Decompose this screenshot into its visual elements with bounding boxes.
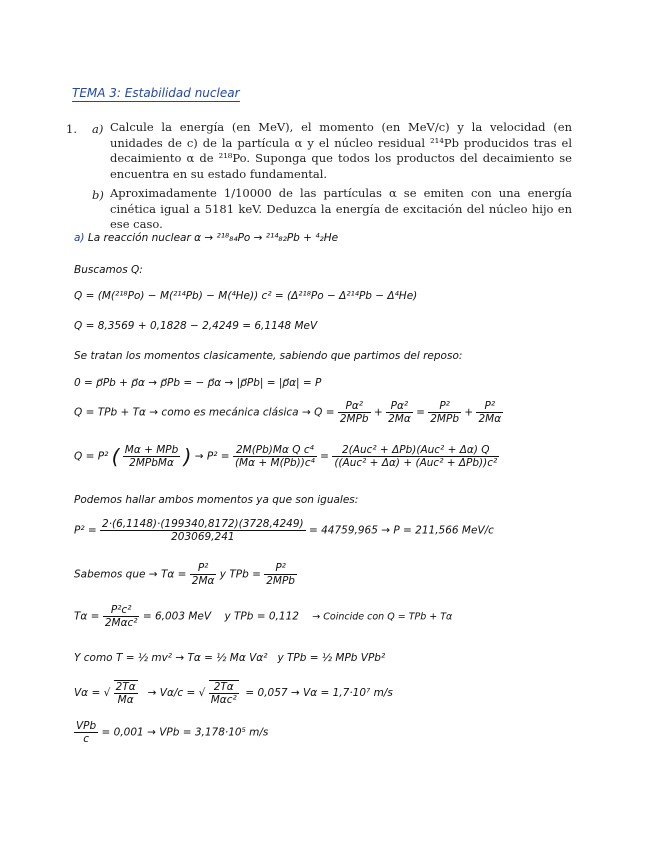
question-number: 1. xyxy=(66,122,77,136)
frac-p-ma: $\frac{\text{P²}}{2M\alpha}$ xyxy=(478,400,502,425)
notes-reaction-line xyxy=(74,232,338,244)
question-b-label: b) xyxy=(92,188,104,202)
frac-p-numeric: $\frac{2\cdot(6,1148)\cdot(199340,8172)(3728,4249)}{203069,241}$ xyxy=(102,518,304,543)
frac-p-squared-mass: $\frac{\text{2M(Pb)Mα Q c⁴}}{\text{(Mα + M(Pb))c⁴}}$ xyxy=(234,444,315,469)
notes-buscamos-q: Buscamos Q: xyxy=(74,264,143,276)
notes-reaction: La reacción nuclear α → ²¹⁸₈₄Po → ²¹⁴₈₂Pb + ⁴₂He xyxy=(87,232,339,244)
notes-kinetic-formulas: Sabemos que → Tα = $\frac{\text{P²}}{2M\alpha}$ y TPb = $\frac{\text{P²}}{\text{2MPb}}$ xyxy=(74,562,295,587)
notes-q-kinetic-text: Q = TPb + Tα → como es mecánica clásica → Q = xyxy=(74,406,335,419)
frac-ta-energy: $\frac{\text{P²c²}}{\text{2Mαc²}}$ xyxy=(104,604,138,629)
notes-velocity-intro: Y como T = ½ mv² → Tα = ½ Mα Vα² y TPb = ½ MPb VPb² xyxy=(74,652,386,664)
frac-p-mpb: $\frac{\text{P²}}{\text{2MPb}}$ xyxy=(430,400,459,425)
frac-tpb: $\frac{\text{P²}}{\text{2MPb}}$ xyxy=(266,562,295,587)
frac-p-squared-excess: $\frac{\text{2(Auc² + ΔPb)(Auc² + Δα) Q}}{\text{((Auc² + Δα) + (Auc² + ΔPb))c²}}$ xyxy=(334,444,498,469)
notes-kinetic-values: Tα = $\frac{\text{P²c²}}{\text{2Mαc²}}$ = 6,003 MeV y TPb = 0,112 → Coincide con Q = TPb + Tα xyxy=(74,604,453,629)
notes-a-label: a) xyxy=(74,232,85,244)
notes-q-value: Q = 8,3569 + 0,1828 − 2,4249 = 6,1148 MeV xyxy=(74,320,318,332)
notes-p-calculation: P² = $\frac{2\cdot(6,1148)\cdot(199340,8172)(3728,4249)}{203069,241}$ = 44759,965 → P = 211,566 MeV/c xyxy=(74,518,494,543)
notes-q-definition: Q = (M(²¹⁸Po) − M(²¹⁴Pb) − M(⁴He)) c² = (Δ²¹⁸Po − Δ²¹⁴Pb − Δ⁴He) xyxy=(74,290,418,302)
notes-p-squared: Q = P² ( $\frac{\text{Mα + MPb}}{\text{2MPbMα}}$ ) → P² = $\frac{\text{2M(Pb)Mα Q c⁴}}{\text{(Mα + M(Pb))c⁴}}$ = $\frac{\text{2(Auc² + ΔPb)(Auc² + Δα) Q}}{\text{((Auc² + Δα) + (Auc² + ΔPb))c²}}$ xyxy=(74,444,498,469)
frac-vpb-c: $\frac{\text{VPb}}{c}$ xyxy=(76,720,97,745)
notes-q-kinetic: Q = TPb + Tα → como es mecánica clásica → Q = $\frac{\text{Pα²}}{\text{2MPb}}$ + $\frac{\text{Pα²}}{2M\alpha}$ = $\frac{\text{P²}}{\text{2MPb}}$ + $\frac{\text{P²}}{2M\alpha}$ xyxy=(74,400,502,425)
frac-va-c: $\frac{2T\alpha}{\text{Mαc²}}$ xyxy=(210,681,237,706)
frac-mass-sum: $\frac{\text{Mα + MPb}}{\text{2MPbMα}}$ xyxy=(124,444,179,469)
question-a-text: Calcule la energía (en MeV), el momento (en MeV/c) y la velocidad (en unidades de c) de la partícula α y el núcleo residual ²¹⁴Pb producidos tras el decaimiento α de ²¹⁸Po. Suponga que todos los productos del decaimiento se encuentra en su estado fundamental. xyxy=(110,120,572,181)
notes-momentum-equation: 0 = p⃗Pb + p⃗α → p⃗Pb = − p⃗α → |p⃗Pb| = |p⃗α| = P xyxy=(74,377,322,389)
frac-va: $\frac{2T\alpha}{M\alpha}$ xyxy=(115,681,136,706)
page-title: TEMA 3: Estabilidad nuclear xyxy=(72,86,240,100)
notes-pb-velocity: $\frac{\text{VPb}}{c}$ = 0,001 → VPb = 3,178·10⁵ m/s xyxy=(76,720,269,745)
frac-pa-ma: $\frac{\text{Pα²}}{2M\alpha}$ xyxy=(388,400,411,425)
notes-hallar-momentos: Podemos hallar ambos momentos ya que son iguales: xyxy=(74,494,359,506)
notes-alpha-velocity: Vα = √ $\frac{2T\alpha}{M\alpha}$ → Vα/c = √ $\frac{2T\alpha}{\text{Mαc²}}$ = 0,057 → Vα = 1,7·10⁷ m/s xyxy=(74,681,393,706)
frac-pa-mpb: $\frac{\text{Pα²}}{\text{2MPb}}$ xyxy=(339,400,369,425)
question-a-label: a) xyxy=(92,122,104,136)
question-b-text: Aproximadamente 1/10000 de las partículas α se emiten con una energía cinética igual a 5181 keV. Deduzca la energía de excitación del núcleo hijo en ese caso. xyxy=(110,186,572,231)
frac-ta: $\frac{\text{P²}}{2M\alpha}$ xyxy=(191,562,215,587)
notes-momentum-intro: Se tratan los momentos clasicamente, sabiendo que partimos del reposo: xyxy=(74,350,463,362)
